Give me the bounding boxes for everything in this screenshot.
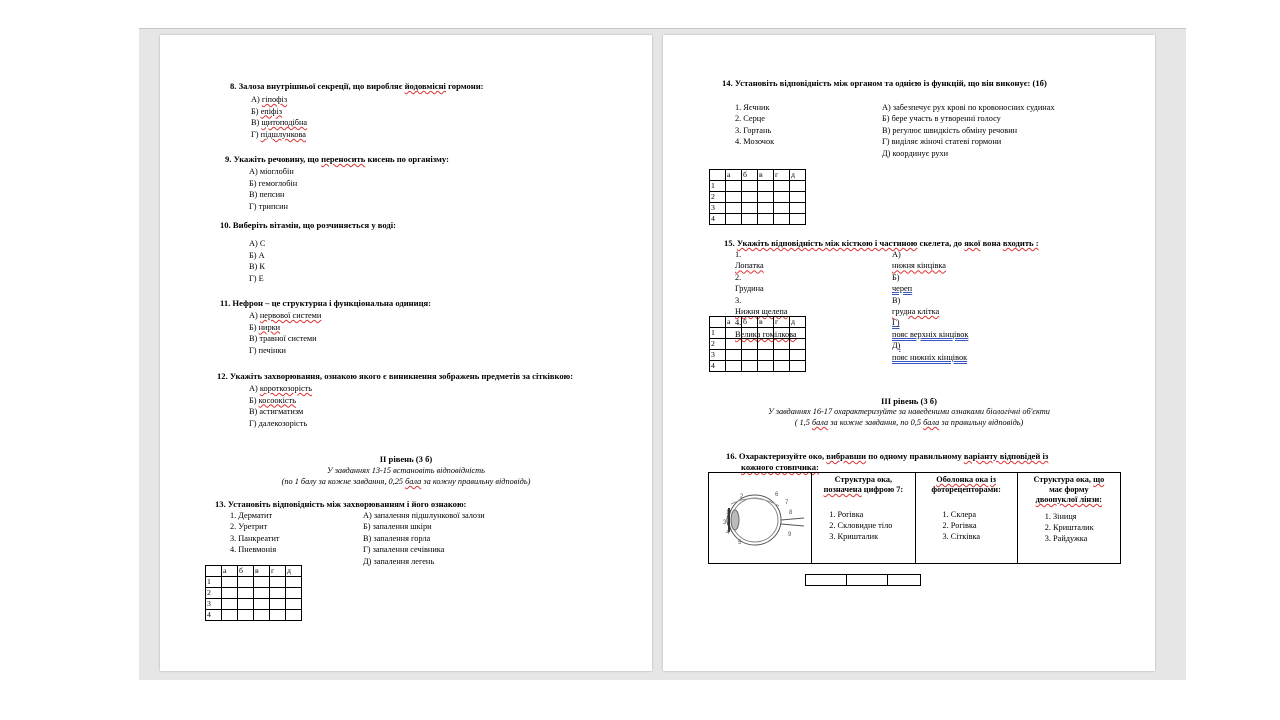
eye-diagram <box>709 474 809 560</box>
document-page-1 <box>160 35 652 671</box>
eye-label: 4 <box>726 530 730 536</box>
question-14-right-column: А) забезпечує рух крові по кровоносних судинах Б) бере участь в утворенні голосу В) регулює швидкість обміну речовин Г) виділяє жіночі статеві гормони Д) координує рухи <box>882 103 1055 158</box>
question-8-text-end: гормони: <box>448 81 484 91</box>
level-3-scoring: ( 1,5 бала за кожне завдання, по 0,5 бала за правильну відповідь) <box>794 418 1024 427</box>
eye-label: 2 <box>740 494 744 500</box>
column-lens[interactable]: Структура ока, що має форму двоопуклої лінзи: 1. Зіниця 2. Кришталик 3. Райдужка <box>1017 473 1120 564</box>
question-13-right-column: А) запалення підшлункової залози Б) запалення шкіри В) запалення горла Г) запалення сечівника Д) запалення легень <box>363 511 485 566</box>
question-14: 14. Установіть відповідність між органом та однією із функцій, що він виконує: (1б) <box>722 78 1047 88</box>
level-3-heading: ІІІ рівень (3 б) <box>881 396 937 406</box>
question-16-line-2: кожного стовпчика: <box>741 462 819 472</box>
eye-label: 3 <box>723 520 727 526</box>
level-2-heading: ІІ рівень (3 б) <box>379 454 433 464</box>
question-10: 10. Виберіть вітамін, що розчиняється у воді: <box>220 220 397 230</box>
question-16-table <box>708 472 1121 564</box>
option-text: Г) Е <box>249 273 264 283</box>
question-9: 9. Укажіть речовину, що переносить кисень по організму: <box>225 154 449 164</box>
level-3-instruction: У завданнях 16-17 охарактеризуйте за наведеними ознаками біологічні об'єкти <box>768 407 1050 416</box>
question-16: 16. Охарактеризуйте око, вибравши по одному правильному варіанту відповідей із <box>726 451 1049 461</box>
level-2-instruction: У завданнях 13-15 встановіть відповідність <box>327 466 485 475</box>
question-13: 13. Установіть відповідність між захворюванням і його ознакою: <box>215 499 467 509</box>
option-text: В) пепсин <box>249 190 285 200</box>
option-text: епіфіз <box>260 106 282 116</box>
question-15-left-column: 1. Лопатка 2. Грудина 3. Нижня щелепа 4. Велика гомілкова <box>735 250 797 339</box>
question-8-text-flagged: йодовмісні <box>404 81 446 91</box>
question-8-text: 8. Залоза внутрішньої секреції, що виробляє <box>230 81 403 91</box>
question-11-options: А) нервової системи Б) нирки В) травної системи Г) печінки <box>249 311 322 355</box>
document-page-2 <box>663 35 1155 671</box>
eye-label: 1 <box>726 510 730 516</box>
option-text: Б) А <box>249 250 265 260</box>
question-10-options <box>249 238 265 284</box>
question-12-options: А) короткозорість Б) косоокість В) астигматизм Г) далекозорість <box>249 384 313 428</box>
option-text: Б) гемоглобін <box>249 178 298 188</box>
question-12: 12. Укажіть захворювання, ознакою якого є виникнення зображень предметів за сітківкою: <box>217 371 574 381</box>
question-13-left-column: 1. Дерматит 2. Уретрит 3. Панкреатит 4. Пневмонія <box>230 511 280 555</box>
answer-grid-14[interactable]: а б в г д 1 2 3 4 <box>709 169 806 225</box>
question-8 <box>230 81 484 91</box>
eye-label: 8 <box>789 510 793 516</box>
option-text: В) К <box>249 262 265 272</box>
answer-grid-16[interactable] <box>805 574 921 586</box>
option-text: щитоподібна <box>261 118 308 128</box>
question-9-options <box>249 166 297 212</box>
column-membrane[interactable]: Оболонка ока із фоторецепторами: 1. Склера 2. Рогівка 3. Сітківка <box>915 473 1017 564</box>
question-14-left-column: 1. Яєчник 2. Серце 3. Гортань 4. Мозочок <box>735 103 775 147</box>
column-structure-7[interactable]: Структура ока, позначена цифрою 7: 1. Рогівка 2. Скловидне тіло 3. Кришталик <box>812 473 915 564</box>
eye-label: 9 <box>788 532 792 538</box>
question-11: 11. Нефрон – це структурна і функціональна одиниця: <box>220 298 432 308</box>
level-2-scoring: (по 1 балу за кожне завдання, 0,25 бала за кожну правильну відповідь) <box>281 477 531 486</box>
option-text: А) С <box>249 239 266 248</box>
option-text: Г) трипсин <box>249 201 288 211</box>
eye-diagram-cell <box>709 473 812 564</box>
eye-label: 5 <box>738 540 742 546</box>
option-text: А) міоглобін <box>249 167 294 176</box>
answer-grid-15[interactable]: а б в г д 1 2 3 4 <box>709 316 806 372</box>
option-text: гіпофіз <box>261 95 288 104</box>
option-text: підшлункова <box>260 129 306 139</box>
eye-label: 6 <box>775 492 779 498</box>
question-15-right-column: А) нижня кінцівка Б) череп В) грудна клітка Г) пояс верхніх кінцівок Д) пояс нижніх кінцівок <box>892 250 969 362</box>
question-15: 15. Укажіть відповідність між кісткою і частиною скелета, до якої вона входить : <box>724 238 1039 248</box>
answer-grid-13[interactable]: а б в г д 1 2 3 4 <box>205 565 302 621</box>
question-8-options: А) гіпофіз Б) епіфіз В) щитоподібна Г) підшлункова <box>251 95 308 139</box>
eye-label: 7 <box>785 500 789 506</box>
